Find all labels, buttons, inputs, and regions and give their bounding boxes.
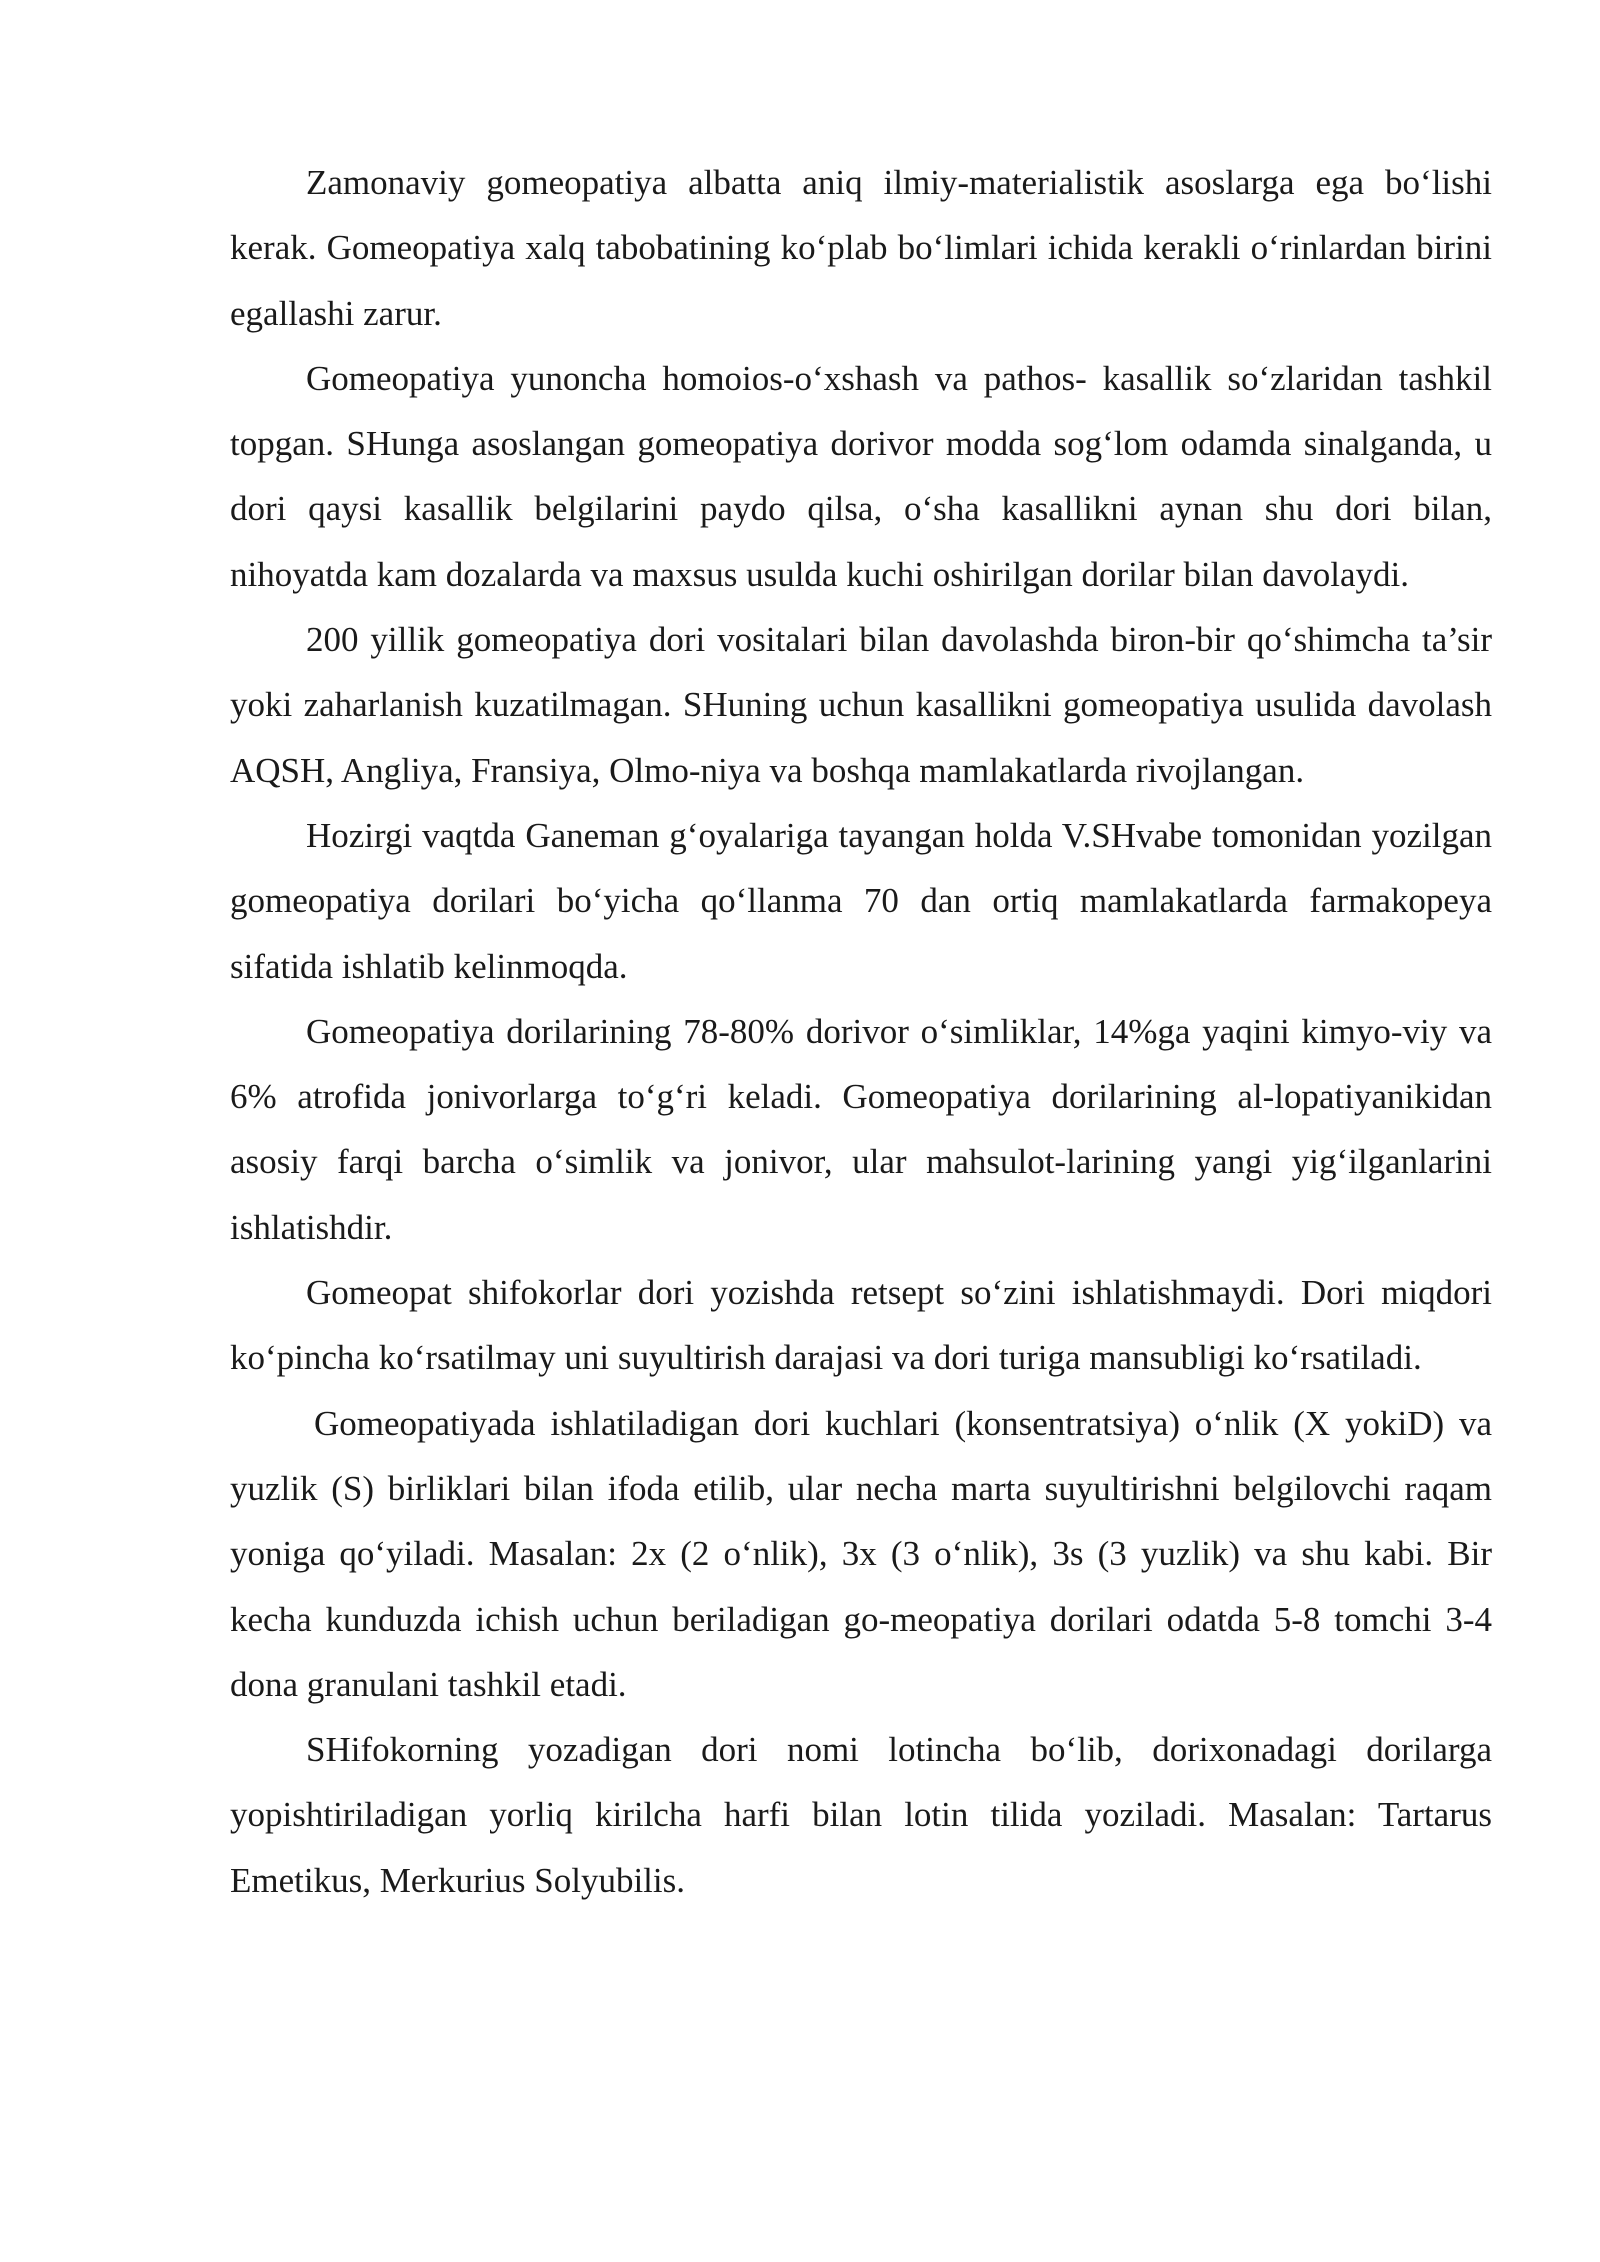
paragraph-5: Gomeopatiya dorilarining 78-80% dorivor o‘simliklar, 14%ga yaqini kimyo-viy va 6% atrofida jonivorlarga to‘g‘ri keladi. Gomeopatiya dorilarining al-lopatiyanikidan asosiy farqi barcha o‘simlik va jonivor, ular mahsulot-larining yangi yig‘ilganlarini ishlatishdir. (230, 1011, 1492, 1247)
paragraph-7: Gomeopatiyada ishlatiladigan dori kuchlari (konsentratsiya) o‘nlik (X yokiD) va yuzlik (S) birliklari bilan ifoda etilib, ular necha marta suyultirishni belgilovchi raqam yoniga qo‘yiladi. Masalan: 2x (2 o‘nlik), 3x (3 o‘nlik), 3s (3 yuzlik) va shu kabi. Bir kecha kunduzda ichish uchun beriladigan go-meopatiya dorilari odatda 5-8 tomchi 3-4 dona granulani tashkil etadi. (230, 1403, 1492, 1704)
paragraph-8: SHifokorning yozadigan dori nomi lotincha bo‘lib, dorixonadagi dorilarga yopishtiriladigan yorliq kirilcha harfi bilan lotin tilida yoziladi. Masalan: Tartarus Emetikus, Merkurius Solyubilis. (230, 1730, 1492, 1900)
paragraph-4: Hozirgi vaqtda Ganeman g‘oyalariga tayangan holda V.SHvabe tomonidan yozilgan gomeopatiya dorilari bo‘yicha qo‘llanma 70 dan ortiq mamlakatlarda farmakopeya sifatida ishlatib kelinmoqda. (230, 815, 1492, 986)
paragraph-1: Zamonaviy gomeopatiya albatta aniq ilmiy-materialistik asoslarga ega bo‘lishi kerak. Gomeopatiya xalq tabobatining ko‘plab bo‘limlari ichida kerakli o‘rinlardan birini egallashi zarur. (230, 163, 1492, 333)
paragraph-3: 200 yillik gomeopatiya dori vositalari bilan davolashda biron-bir qo‘shimcha ta’sir yoki zaharlanish kuzatilmagan. SHuning uchun kasallikni gomeopatiya usulida davolash AQSH, Angliya, Fransiya, Olmo-niya va boshqa mamlakatlarda rivojlangan. (230, 620, 1492, 790)
paragraph-2: Gomeopatiya yunoncha homoios-o‘xshash va pathos- kasallik so‘zlaridan tashkil topgan. SHunga asoslangan gomeopatiya dorivor modda sog‘lom odamda sinalganda, u dori qaysi kasallik belgilarini paydo qilsa, o‘sha kasallikni aynan shu dori bilan, nihoyatda kam dozalarda va maxsus usulda kuchi oshirilgan dorilar bilan davolaydi. (230, 358, 1492, 594)
paragraph-6: Gomeopat shifokorlar dori yozishda retsept so‘zini ishlatishmaydi. Dori miqdori ko‘pincha ko‘rsatilmay uni suyultirish darajasi va dori turiga mansubligi ko‘rsatiladi. (230, 1273, 1492, 1378)
body-text (230, 150, 1492, 1913)
